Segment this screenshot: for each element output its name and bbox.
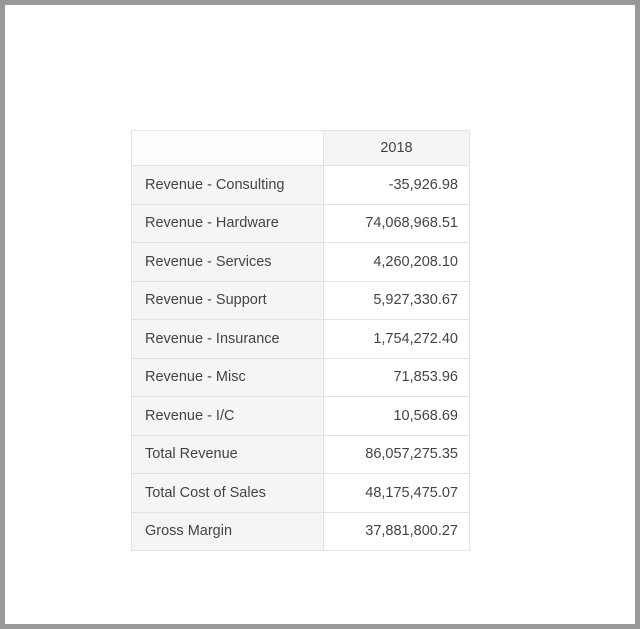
financial-grid	[131, 130, 470, 551]
row-label-cell[interactable]: Revenue - Services	[132, 243, 324, 282]
table-row	[132, 204, 470, 243]
row-label-cell[interactable]: Revenue - Insurance	[132, 320, 324, 359]
row-label-cell[interactable]: Total Cost of Sales	[132, 474, 324, 513]
row-label-cell[interactable]: Total Revenue	[132, 435, 324, 474]
row-label-cell[interactable]: Revenue - Misc	[132, 358, 324, 397]
header-row	[132, 131, 470, 166]
value-cell[interactable]: 37,881,800.27	[324, 512, 470, 551]
table-row	[132, 397, 470, 436]
table-row	[132, 166, 470, 205]
value-cell[interactable]: -35,926.98	[324, 166, 470, 205]
row-label-cell[interactable]: Gross Margin	[132, 512, 324, 551]
row-label-cell[interactable]: Revenue - Support	[132, 281, 324, 320]
row-label-cell[interactable]: Revenue - Consulting	[132, 166, 324, 205]
value-cell[interactable]: 1,754,272.40	[324, 320, 470, 359]
corner-cell	[132, 131, 324, 166]
table-row	[132, 243, 470, 282]
table-row	[132, 320, 470, 359]
value-cell[interactable]: 74,068,968.51	[324, 204, 470, 243]
row-label-cell[interactable]: Revenue - I/C	[132, 397, 324, 436]
value-cell[interactable]: 10,568.69	[324, 397, 470, 436]
value-cell[interactable]: 4,260,208.10	[324, 243, 470, 282]
table-row	[132, 435, 470, 474]
value-cell[interactable]: 86,057,275.35	[324, 435, 470, 474]
table-row	[132, 474, 470, 513]
row-label-cell[interactable]: Revenue - Hardware	[132, 204, 324, 243]
value-cell[interactable]: 5,927,330.67	[324, 281, 470, 320]
value-cell[interactable]: 48,175,475.07	[324, 474, 470, 513]
year-header-cell[interactable]: 2018	[324, 131, 470, 166]
table-row	[132, 281, 470, 320]
table-row	[132, 358, 470, 397]
table-row	[132, 512, 470, 551]
value-cell[interactable]: 71,853.96	[324, 358, 470, 397]
